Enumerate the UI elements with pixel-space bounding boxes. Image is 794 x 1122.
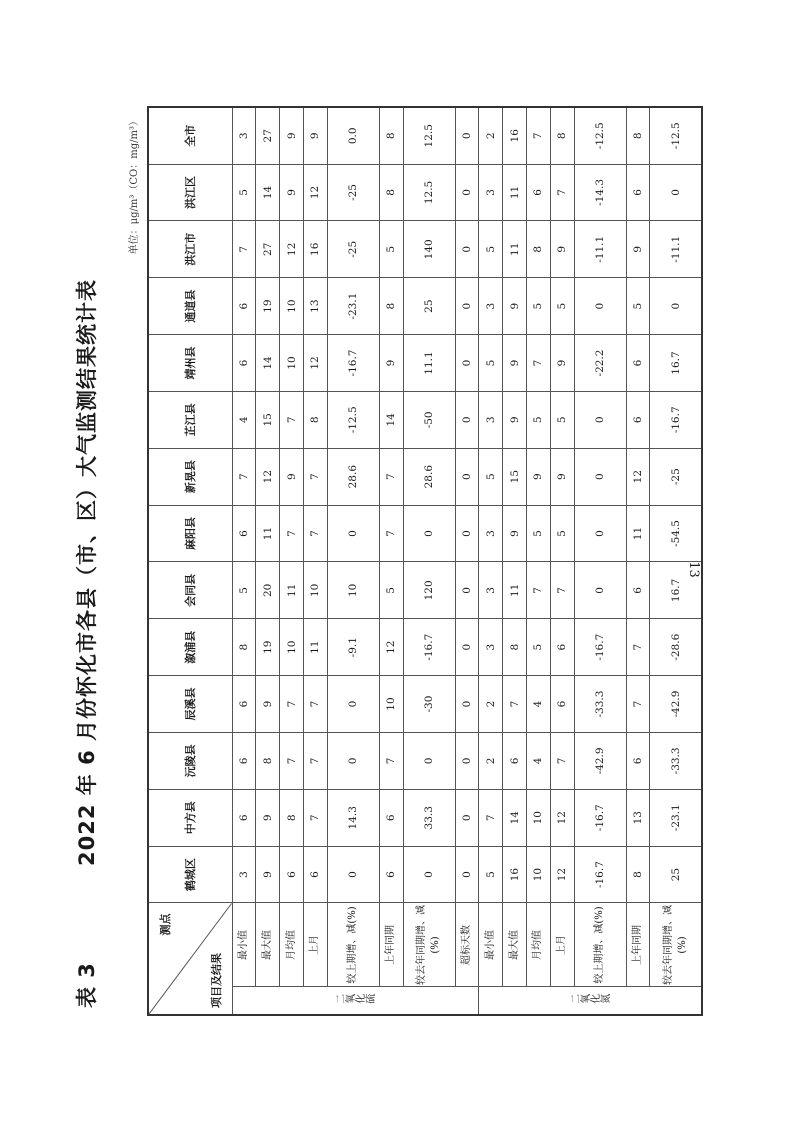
value-cell: 8 (303, 391, 327, 448)
item-label: 最大值 (256, 903, 280, 987)
value-cell: 20 (256, 562, 280, 619)
value-cell: 3 (232, 107, 256, 164)
value-cell: 0 (455, 732, 479, 789)
value-cell: 2 (479, 107, 503, 164)
table-row (550, 107, 574, 1015)
header-row (148, 107, 232, 1015)
value-cell: 7 (550, 562, 574, 619)
value-cell: -9.1 (327, 619, 379, 676)
item-label: 较去年同期增、减(%) (403, 903, 455, 987)
value-cell: 5 (379, 562, 403, 619)
value-cell: 5 (526, 278, 550, 335)
value-cell: 8 (379, 164, 403, 221)
value-cell: 16 (503, 107, 527, 164)
value-cell: 9 (280, 448, 304, 505)
item-label: 较上期增、减(%) (574, 903, 626, 987)
value-cell: 9 (280, 164, 304, 221)
column-header: 芷江县 (148, 391, 232, 448)
value-cell: 8 (626, 846, 650, 903)
value-cell: 9 (550, 335, 574, 392)
value-cell: 8 (526, 221, 550, 278)
column-header: 溆浦县 (148, 619, 232, 676)
table-row (327, 107, 379, 1015)
column-header: 麻阳县 (148, 505, 232, 562)
value-cell: 16 (303, 221, 327, 278)
table-row (379, 107, 403, 1015)
value-cell: -42.9 (650, 676, 702, 733)
value-cell: -11.1 (650, 221, 702, 278)
value-cell: 5 (479, 221, 503, 278)
value-cell: 8 (550, 107, 574, 164)
value-cell: -42.9 (574, 732, 626, 789)
value-cell: 8 (280, 789, 304, 846)
value-cell: 5 (479, 335, 503, 392)
value-cell: 0 (327, 732, 379, 789)
value-cell: -12.5 (650, 107, 702, 164)
value-cell: 5 (526, 391, 550, 448)
value-cell: -16.7 (574, 789, 626, 846)
value-cell: 4 (232, 391, 256, 448)
value-cell: 10 (280, 278, 304, 335)
value-cell: 0.0 (327, 107, 379, 164)
column-header: 洪江市 (148, 221, 232, 278)
value-cell: 7 (379, 732, 403, 789)
item-label: 较上期增、减(%) (327, 903, 379, 987)
value-cell: 0 (455, 846, 479, 903)
value-cell: 11 (280, 562, 304, 619)
value-cell: 9 (379, 335, 403, 392)
value-cell: 0 (455, 619, 479, 676)
table-row (650, 107, 702, 1015)
value-cell: 5 (526, 505, 550, 562)
value-cell: 12 (256, 448, 280, 505)
table-row (503, 107, 527, 1015)
value-cell: 6 (232, 278, 256, 335)
value-cell: 12 (626, 448, 650, 505)
value-cell: 6 (303, 846, 327, 903)
value-cell: 0 (455, 107, 479, 164)
value-cell: 0 (455, 278, 479, 335)
rotated-page-content (67, 106, 727, 1016)
table-row (403, 107, 455, 1015)
column-header: 新晃县 (148, 448, 232, 505)
value-cell: 0 (574, 448, 626, 505)
value-cell: 10 (526, 789, 550, 846)
table-title (71, 106, 107, 1016)
value-cell: 7 (303, 505, 327, 562)
value-cell: 15 (256, 391, 280, 448)
value-cell: 12 (303, 164, 327, 221)
column-header: 洪江区 (148, 164, 232, 221)
value-cell: 5 (626, 278, 650, 335)
value-cell: 14 (503, 789, 527, 846)
value-cell: 8 (503, 619, 527, 676)
value-cell: 12 (550, 789, 574, 846)
value-cell: 9 (550, 221, 574, 278)
value-cell: 14 (256, 164, 280, 221)
value-cell: 9 (503, 505, 527, 562)
value-cell: -50 (403, 391, 455, 448)
value-cell: 11 (626, 505, 650, 562)
corner-label-items: 项目及结果 (209, 953, 223, 1008)
value-cell: 9 (526, 448, 550, 505)
value-cell: 6 (626, 732, 650, 789)
value-cell: 10 (280, 619, 304, 676)
value-cell: 7 (303, 448, 327, 505)
value-cell: -16.7 (574, 619, 626, 676)
value-cell: 6 (503, 732, 527, 789)
value-cell: 11.1 (403, 335, 455, 392)
value-cell: 8 (379, 278, 403, 335)
item-label: 上年同期 (626, 903, 650, 987)
table-row (574, 107, 626, 1015)
value-cell: 14 (256, 335, 280, 392)
value-cell: 7 (626, 676, 650, 733)
column-header: 会同县 (148, 562, 232, 619)
table-row (626, 107, 650, 1015)
unit-note: 单位：μg/m³（CO：mg/m³） (129, 116, 140, 255)
value-cell: 7 (303, 676, 327, 733)
table-row (256, 107, 280, 1015)
value-cell: 5 (526, 619, 550, 676)
value-cell: 0 (327, 505, 379, 562)
pollutant-group-label: 二氧化硫 (232, 987, 479, 1015)
value-cell: 0 (403, 732, 455, 789)
value-cell: 3 (479, 562, 503, 619)
value-cell: 25 (650, 846, 702, 903)
value-cell: 11 (503, 562, 527, 619)
value-cell: 0 (650, 164, 702, 221)
value-cell: 0 (455, 164, 479, 221)
value-cell: 4 (526, 676, 550, 733)
header-corner (148, 903, 232, 1015)
value-cell: 8 (379, 107, 403, 164)
value-cell: 9 (626, 221, 650, 278)
value-cell: 2 (479, 676, 503, 733)
value-cell: 9 (303, 107, 327, 164)
value-cell: 6 (232, 676, 256, 733)
table-label: 表 3 (75, 962, 99, 1008)
value-cell: 7 (626, 619, 650, 676)
value-cell: 11 (256, 505, 280, 562)
value-cell: 5 (550, 278, 574, 335)
value-cell: 7 (232, 448, 256, 505)
value-cell: 7 (479, 789, 503, 846)
value-cell: 28.6 (403, 448, 455, 505)
value-cell: 0 (574, 391, 626, 448)
value-cell: 5 (550, 391, 574, 448)
column-header: 全市 (148, 107, 232, 164)
value-cell: 8 (626, 107, 650, 164)
value-cell: 3 (479, 278, 503, 335)
value-cell: 6 (379, 846, 403, 903)
value-cell: -33.3 (650, 732, 702, 789)
value-cell: 33.3 (403, 789, 455, 846)
value-cell: 0 (455, 391, 479, 448)
value-cell: 9 (280, 107, 304, 164)
value-cell: 10 (379, 676, 403, 733)
value-cell: 0 (455, 562, 479, 619)
value-cell: -14.3 (574, 164, 626, 221)
value-cell: 11 (503, 221, 527, 278)
value-cell: 12 (303, 335, 327, 392)
value-cell: -16.7 (327, 335, 379, 392)
value-cell: -25 (327, 221, 379, 278)
value-cell: -23.1 (650, 789, 702, 846)
value-cell: 6 (379, 789, 403, 846)
item-label: 月均值 (526, 903, 550, 987)
value-cell: 0 (455, 676, 479, 733)
table-row (280, 107, 304, 1015)
table-title-text: 2022 年 6 月份怀化市各县（市、区）大气监测结果统计表 (75, 279, 99, 866)
value-cell: -16.7 (650, 391, 702, 448)
value-cell: 3 (479, 164, 503, 221)
value-cell: 27 (256, 221, 280, 278)
value-cell: 6 (550, 676, 574, 733)
value-cell: 12 (280, 221, 304, 278)
value-cell: 7 (526, 562, 550, 619)
value-cell: 6 (550, 619, 574, 676)
value-cell: 10 (280, 335, 304, 392)
value-cell: 10 (526, 846, 550, 903)
value-cell: 7 (526, 335, 550, 392)
value-cell: 11 (303, 619, 327, 676)
value-cell: 2 (479, 732, 503, 789)
value-cell: 0 (574, 562, 626, 619)
column-header: 鹤城区 (148, 846, 232, 903)
value-cell: 6 (626, 335, 650, 392)
value-cell: 5 (232, 164, 256, 221)
table-row (232, 107, 256, 1015)
value-cell: 6 (526, 164, 550, 221)
item-label: 最小值 (479, 903, 503, 987)
value-cell: 120 (403, 562, 455, 619)
value-cell: 0 (574, 505, 626, 562)
value-cell: 14 (379, 391, 403, 448)
value-cell: 6 (626, 391, 650, 448)
value-cell: -11.1 (574, 221, 626, 278)
value-cell: 13 (303, 278, 327, 335)
value-cell: -54.5 (650, 505, 702, 562)
table-row (455, 107, 479, 1015)
value-cell: 16 (503, 846, 527, 903)
value-cell: 7 (503, 676, 527, 733)
value-cell: 14.3 (327, 789, 379, 846)
item-label: 月均值 (280, 903, 304, 987)
value-cell: 6 (280, 846, 304, 903)
value-cell: 8 (232, 619, 256, 676)
value-cell: -30 (403, 676, 455, 733)
value-cell: 7 (303, 789, 327, 846)
value-cell: 12.5 (403, 164, 455, 221)
value-cell: 7 (280, 391, 304, 448)
value-cell: 10 (303, 562, 327, 619)
value-cell: 5 (232, 562, 256, 619)
value-cell: 3 (232, 846, 256, 903)
table-row (526, 107, 550, 1015)
value-cell: 25 (403, 278, 455, 335)
value-cell: -28.6 (650, 619, 702, 676)
item-label: 上月 (550, 903, 574, 987)
column-header: 辰溪县 (148, 676, 232, 733)
value-cell: 27 (256, 107, 280, 164)
value-cell: 7 (526, 107, 550, 164)
value-cell: 9 (256, 846, 280, 903)
value-cell: 7 (550, 164, 574, 221)
value-cell: 3 (479, 619, 503, 676)
value-cell: 19 (256, 278, 280, 335)
value-cell: 12 (550, 846, 574, 903)
value-cell: 9 (503, 278, 527, 335)
value-cell: 7 (379, 448, 403, 505)
value-cell: 9 (503, 391, 527, 448)
value-cell: 5 (479, 448, 503, 505)
value-cell: 12.5 (403, 107, 455, 164)
corner-label-stations: 测点 (159, 913, 172, 936)
value-cell: 5 (479, 846, 503, 903)
value-cell: 3 (479, 391, 503, 448)
value-cell: 0 (455, 221, 479, 278)
value-cell: -12.5 (574, 107, 626, 164)
value-cell: 9 (550, 448, 574, 505)
value-cell: 13 (626, 789, 650, 846)
value-cell: -23.1 (327, 278, 379, 335)
value-cell: -25 (650, 448, 702, 505)
value-cell: 7 (232, 221, 256, 278)
value-cell: 4 (526, 732, 550, 789)
value-cell: 0 (327, 676, 379, 733)
table-body (232, 107, 702, 1015)
item-label: 较去年同期增、减(%) (650, 903, 702, 987)
value-cell: 15 (503, 448, 527, 505)
column-header: 通道县 (148, 278, 232, 335)
column-header: 靖州县 (148, 335, 232, 392)
value-cell: -16.7 (403, 619, 455, 676)
value-cell: 12 (379, 619, 403, 676)
value-cell: 0 (327, 846, 379, 903)
value-cell: -25 (327, 164, 379, 221)
value-cell: 0 (403, 846, 455, 903)
value-cell: 0 (455, 789, 479, 846)
value-cell: 19 (256, 619, 280, 676)
item-label: 最大值 (503, 903, 527, 987)
value-cell: 0 (650, 278, 702, 335)
value-cell: 28.6 (327, 448, 379, 505)
value-cell: 11 (503, 164, 527, 221)
table-row (303, 107, 327, 1015)
value-cell: 9 (256, 789, 280, 846)
value-cell: 7 (303, 732, 327, 789)
value-cell: 0 (455, 505, 479, 562)
value-cell: 5 (379, 221, 403, 278)
value-cell: 7 (550, 732, 574, 789)
value-cell: 6 (232, 789, 256, 846)
value-cell: 6 (232, 505, 256, 562)
value-cell: -12.5 (327, 391, 379, 448)
value-cell: 9 (503, 335, 527, 392)
value-cell: 9 (256, 676, 280, 733)
value-cell: -16.7 (574, 846, 626, 903)
value-cell: 6 (232, 732, 256, 789)
value-cell: 0 (455, 335, 479, 392)
value-cell: 3 (479, 505, 503, 562)
value-cell: 10 (327, 562, 379, 619)
value-cell: 7 (280, 505, 304, 562)
table-row (479, 107, 503, 1015)
pollutant-group-label: 二氧化氮 (479, 987, 702, 1015)
value-cell: -33.3 (574, 676, 626, 733)
value-cell: 7 (379, 505, 403, 562)
page-number: 13 (685, 561, 701, 578)
column-header: 中方县 (148, 789, 232, 846)
value-cell: 6 (232, 335, 256, 392)
column-header: 沅陵县 (148, 732, 232, 789)
value-cell: 6 (626, 562, 650, 619)
value-cell: 0 (403, 505, 455, 562)
value-cell: 7 (280, 676, 304, 733)
value-cell: 5 (550, 505, 574, 562)
value-cell: 0 (574, 278, 626, 335)
value-cell: 6 (626, 164, 650, 221)
item-label: 上月 (303, 903, 327, 987)
value-cell: 7 (280, 732, 304, 789)
value-cell: 16.7 (650, 562, 702, 619)
item-label: 上年同期 (379, 903, 403, 987)
value-cell: 140 (403, 221, 455, 278)
value-cell: 0 (455, 448, 479, 505)
item-label: 超标天数 (455, 903, 479, 987)
value-cell: 8 (256, 732, 280, 789)
value-cell: 16.7 (650, 335, 702, 392)
item-label: 最小值 (232, 903, 256, 987)
value-cell: -22.2 (574, 335, 626, 392)
statistics-table (147, 106, 703, 1016)
